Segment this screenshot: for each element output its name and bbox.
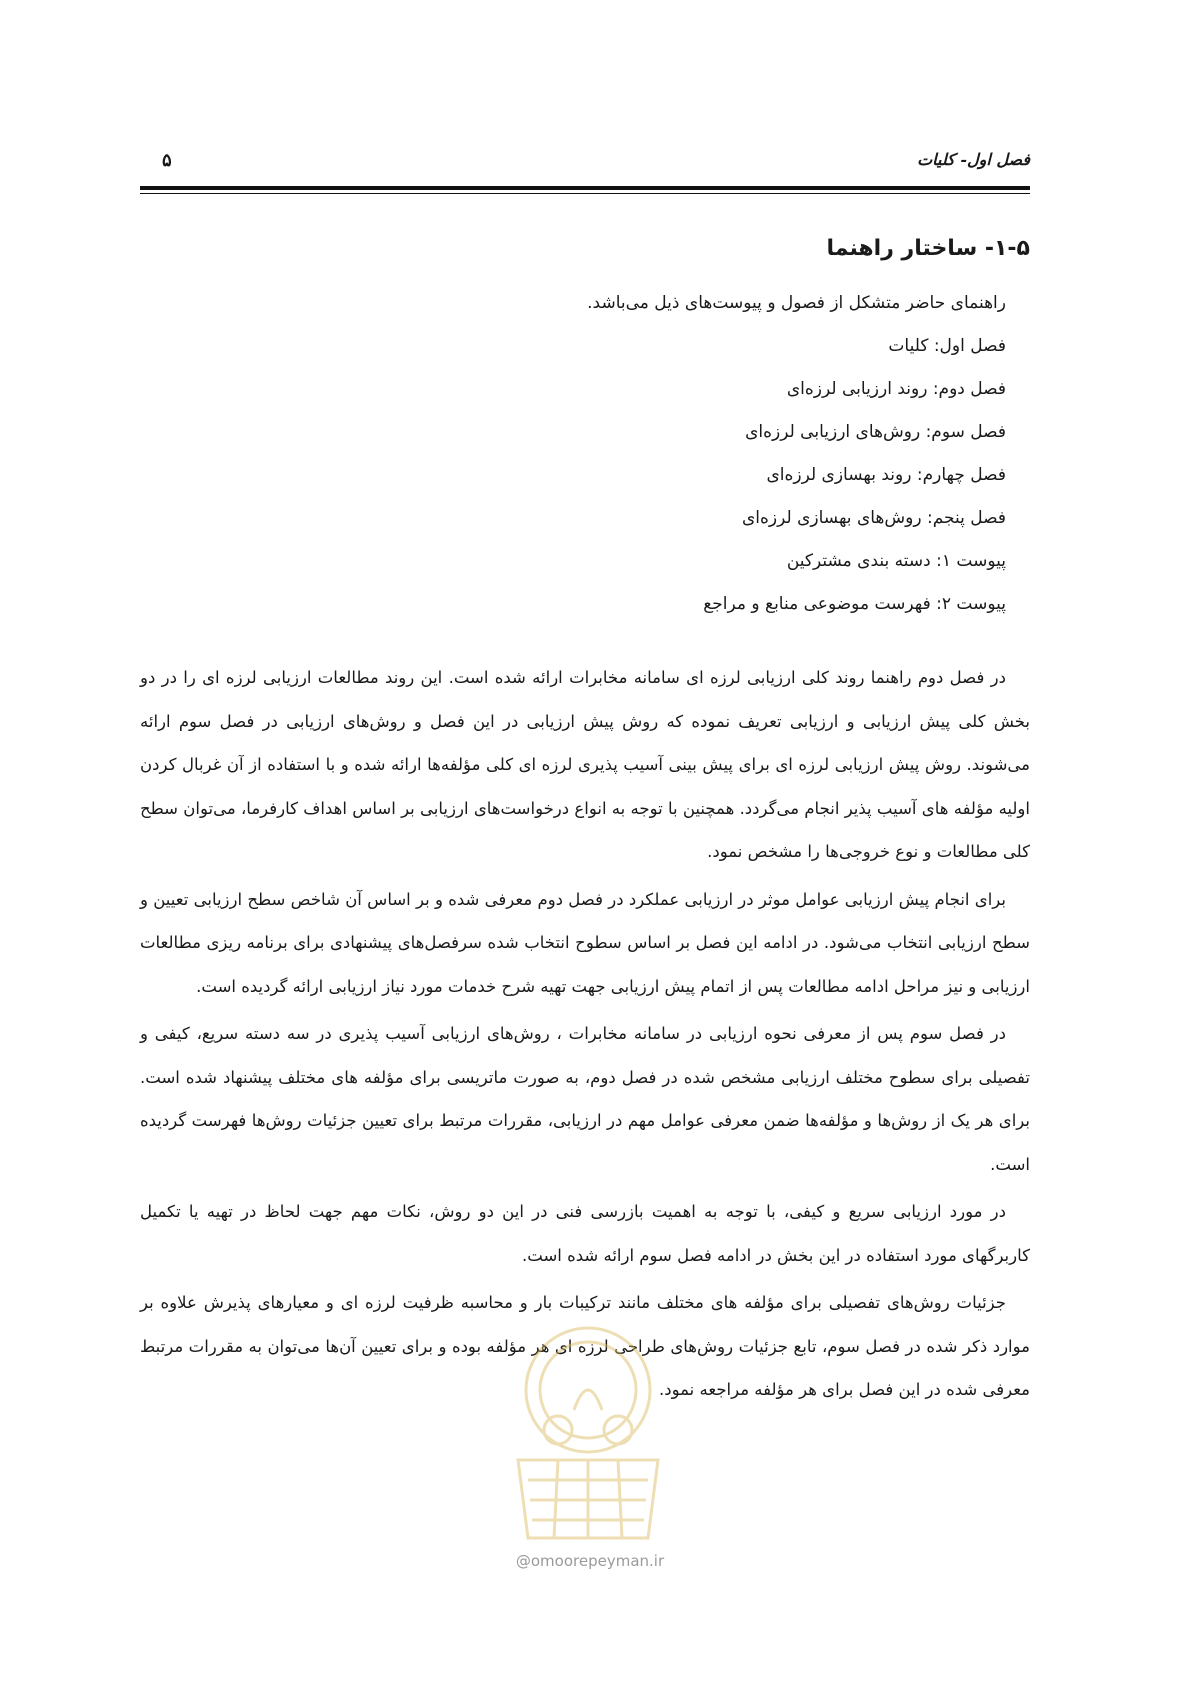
chapter-list-item: فصل دوم: روند ارزیابی لرزه‌ای [786,379,1006,399]
page-content [140,232,1030,1416]
body-paragraph: برای انجام پیش ارزیابی عوامل موثر در ارزیابی عملکرد در فصل دوم معرفی شده و بر اساس آن شاخص سطح ارزیابی تعیین و سطح ارزیابی انتخاب می‌شود. در ادامه این فصل بر اساس سطوح انتخاب شده سرفصل‌های پیشنهادی برای برنامه ریزی مطالعات ارزیابی و نیز مراحل ادامه مطالعات پس از اتمام پیش ارزیابی جهت تهیه شرح خدمات مورد نیاز ارزیابی ارائه گردیده است. [140,889,1030,996]
header-rule-thick [140,186,1030,190]
body-paragraph: در فصل دوم راهنما روند کلی ارزیابی لرزه ای سامانه مخابرات ارائه شده است. این روند مطالعات ارزیابی لرزه ای را در دو بخش کلی پیش ارزیابی و ارزیابی تعریف نموده که روش پیش ارزیابی در این فصل و روش‌های ارزیابی در فصل سوم ارائه می‌شوند. روش پیش ارزیابی لرزه ای برای پیش بینی آسیب پذیری لرزه ای کلی مؤلفه‌ها ارائه شده و با استفاده از آن غربال کردن اولیه مؤلفه های آسیب پذیر انجام می‌گردد. همچنین با توجه به انواع درخواست‌های ارزیابی بر اساس اهداف کارفرما، می‌توان سطح کلی مطالعات و نوع خروجی‌ها را مشخص نمود. [140,668,1030,861]
header-rule-thin [140,193,1030,194]
chapter-list-item: فصل چهارم: روند بهسازی لرزه‌ای [766,465,1006,485]
running-header [140,150,1030,180]
chapter-title: فصل اول- کلیات [917,150,1030,169]
body-paragraph: در فصل سوم پس از معرفی نحوه ارزیابی در سامانه مخابرات ، روش‌های ارزیابی آسیب پذیری در سه دسته سریع، کیفی و تفصیلی برای سطوح مختلف ارزیابی مشخص شده در فصل دوم، به صورت ماتریسی برای مؤلفه های مختلف پیشنهاد شده است. برای هر یک از روش‌ها و مؤلفه‌ها ضمن معرفی عوامل مهم در ارزیابی، مقررات مرتبط برای تعیین جزئیات روش‌ها فهرست گردیده است. [140,1024,1030,1174]
section-heading: ۱-۵- ساختار راهنما [826,236,1030,261]
section-intro: راهنمای حاضر متشکل از فصول و پیوست‌های ذیل می‌باشد. [587,293,1006,313]
body-paragraph: جزئیات روش‌های تفصیلی برای مؤلفه های مختلف مانند ترکیبات بار و محاسبه ظرفیت لرزه ای و معیارهای پذیرش علاوه بر موارد ذکر شده در فصل سوم، تابع جزئیات روش‌های طراحی لرزه ای هر مؤلفه بوده و برای تعیین آن‌ها می‌توان به مقررات مرتبط معرفی شده در این فصل برای هر مؤلفه مراجعه نمود. [140,1293,1030,1399]
body-paragraph: در مورد ارزیابی سریع و کیفی، با توجه به اهمیت بازرسی فنی در این دو روش، نکات مهم جهت لحاظ در تهیه یا تکمیل کاربرگهای مورد استفاده در این بخش در ادامه فصل سوم ارائه شده است. [140,1202,1030,1265]
watermark-site: @omoorepeyman.ir [515,1552,665,1570]
chapter-list-item: فصل پنجم: روش‌های بهسازی لرزه‌ای [742,508,1006,528]
page-number: ۵ [162,150,172,171]
body-text [140,656,1030,1412]
chapter-list-item: فصل اول: کلیات [888,336,1006,356]
chapter-list [140,325,1030,626]
chapter-list-item: پیوست ۱: دسته بندی مشترکین [786,551,1006,571]
chapter-list-item: فصل سوم: روش‌های ارزیابی لرزه‌ای [745,422,1006,442]
watermark-seal-icon [488,1310,688,1550]
chapter-list-item: پیوست ۲: فهرست موضوعی منابع و مراجع [703,594,1006,614]
